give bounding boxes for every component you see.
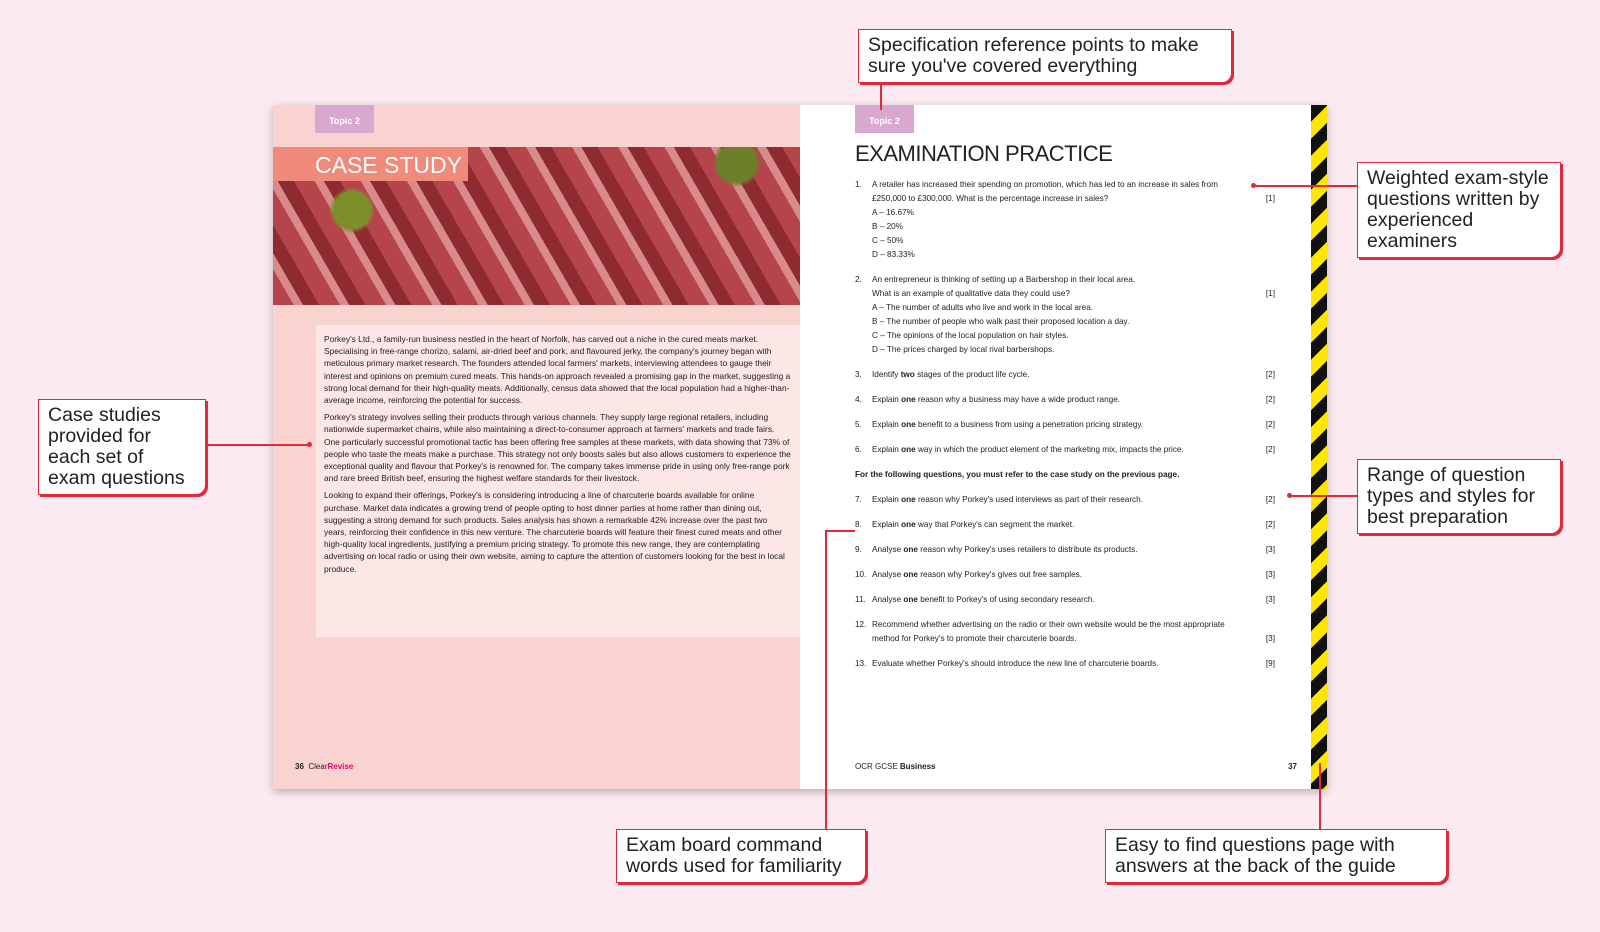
right-page bbox=[800, 105, 1327, 789]
q-command: one bbox=[903, 545, 918, 554]
option: C – The opinions of the local population on hair styles. bbox=[872, 331, 1069, 340]
q-text: Recommend whether advertising on the radio or their own website would be the most appropriate method for Porkey's to promote their charcuterie boards. bbox=[872, 620, 1225, 643]
q-marks: [9] bbox=[1265, 659, 1275, 668]
option: D – 83.33% bbox=[872, 250, 915, 259]
q-text: way that Porkey's can segment the market. bbox=[915, 520, 1075, 529]
callout-command: Exam board command words used for familiarity bbox=[616, 829, 866, 883]
q-text: A retailer has increased their spending on promotion, which has led to an increase in sales from £250,000 to £300,000. What is the percentage increase in sales? bbox=[872, 180, 1218, 203]
question bbox=[855, 443, 1275, 457]
q-marks: [3] bbox=[1265, 634, 1275, 643]
page-number: 36 bbox=[295, 762, 304, 771]
case-study-heading: CASE STUDY bbox=[273, 147, 468, 181]
left-page bbox=[273, 105, 800, 789]
option: C – 50% bbox=[872, 236, 904, 245]
hazard-stripe bbox=[1311, 105, 1327, 789]
q-text: Explain bbox=[872, 520, 902, 529]
question bbox=[855, 493, 1275, 507]
q-text: Explain bbox=[872, 445, 902, 454]
callout-easy: Easy to find questions page with answers at the back of the guide bbox=[1105, 829, 1447, 883]
q-marks: [3] bbox=[1265, 570, 1275, 579]
q-command: one bbox=[903, 595, 918, 604]
q-text: reason why Porkey's uses retailers to distribute its products. bbox=[917, 545, 1138, 554]
footer-text: Business bbox=[899, 762, 936, 771]
page-footer bbox=[855, 762, 935, 771]
q-command: two bbox=[900, 370, 915, 379]
book-spread bbox=[273, 105, 1327, 789]
question bbox=[855, 178, 1275, 262]
brand: Clear bbox=[308, 762, 328, 771]
instruction: For the following questions, you must refer to the case study on the previous page. bbox=[855, 470, 1180, 479]
q-text: reason why Porkey's used interviews as part of their research. bbox=[915, 495, 1143, 504]
q-text: Analyse bbox=[872, 595, 904, 604]
q-command: one bbox=[901, 520, 916, 529]
q-command: one bbox=[901, 395, 916, 404]
q-text: stages of the product life cycle. bbox=[914, 370, 1030, 379]
q-command: one bbox=[901, 445, 916, 454]
paragraph: Looking to expand their offerings, Porkey's is considering introducing a line of charcuterie boards available for online purchase. Market data indicates a growing trend of people opting to host dinner parties at home rather than dining out, suggesting a strong demand for such products. Sales analysis has shown a remarkable 42% increase over the past two years, reinforcing their confidence in this new venture. The charcuterie boards will feature their finest cured meats and other high-quality local ingredients, justifying a premium pricing strategy. To promote this new range, they are contemplating advertising on local radio or using their own website, aiming to capture the attention of customers looking for the best in local produce. bbox=[324, 490, 785, 574]
q-marks: [3] bbox=[1265, 595, 1275, 604]
case-study-text bbox=[316, 325, 800, 637]
page-number: 37 bbox=[1288, 762, 1297, 771]
callout-weighted: Weighted exam-style questions written by experienced examiners bbox=[1357, 162, 1561, 258]
question bbox=[855, 393, 1275, 407]
q-marks: [2] bbox=[1265, 395, 1275, 404]
question bbox=[855, 543, 1275, 557]
option: B – The number of people who walk past their proposed location a day. bbox=[872, 317, 1130, 326]
q-num: 10. bbox=[855, 570, 867, 579]
q-num: 5. bbox=[855, 420, 862, 429]
question-list bbox=[855, 178, 1275, 682]
question bbox=[855, 593, 1275, 607]
topic-tab: Topic 2 bbox=[315, 105, 374, 133]
brand: Revise bbox=[327, 762, 354, 771]
option: D – The prices charged by local rival barbershops. bbox=[872, 345, 1055, 354]
q-num: 11. bbox=[855, 595, 866, 604]
question bbox=[855, 657, 1275, 671]
page-footer bbox=[295, 762, 353, 771]
q-marks: [1] bbox=[1265, 194, 1275, 203]
q-num: 1. bbox=[855, 180, 862, 189]
q-text: Analyse bbox=[872, 570, 904, 579]
question bbox=[855, 418, 1275, 432]
q-text: reason why Porkey's gives out free samples. bbox=[917, 570, 1082, 579]
paragraph: Porkey's strategy involves selling their products through various channels. They supply large regional retailers, including nationwide supermarket chains, while also maintaining a direct-to-consumer approach at farmers' markets and trade fairs. One particularly successful promotional tactic has been offering free samples at these markets, with data showing that 73% of people who taste the meats make a purchase. This strategy not only boosts sales but also allows customers to experience the exceptional quality and flavour that Porkey's is renowned for. The company takes immense pride in using only free-range pork and rare breed British beef, ensuring the highest welfare standards for their livestock. bbox=[324, 412, 791, 484]
option: B – 20% bbox=[872, 222, 903, 231]
q-marks: [3] bbox=[1265, 545, 1275, 554]
q-num: 3. bbox=[855, 370, 862, 379]
q-num: 12. bbox=[855, 620, 867, 629]
q-text: Evaluate whether Porkey's should introduce the new line of charcuterie boards. bbox=[872, 659, 1159, 668]
q-marks: [2] bbox=[1265, 420, 1275, 429]
q-text: way in which the product element of the marketing mix, impacts the price. bbox=[915, 445, 1184, 454]
q-marks: [2] bbox=[1265, 445, 1275, 454]
q-command: one bbox=[903, 570, 918, 579]
option: A – 16.67% bbox=[872, 208, 914, 217]
callout-range: Range of question types and styles for best preparation bbox=[1357, 459, 1561, 534]
q-text: Explain bbox=[872, 420, 902, 429]
question bbox=[855, 518, 1275, 532]
q-command: one bbox=[901, 495, 916, 504]
q-num: 6. bbox=[855, 445, 862, 454]
callout-case: Case studies provided for each set of exam questions bbox=[38, 399, 206, 495]
q-num: 4. bbox=[855, 395, 862, 404]
option: A – The number of adults who live and work in the local area. bbox=[872, 303, 1094, 312]
q-marks: [2] bbox=[1265, 520, 1275, 529]
q-text: An entrepreneur is thinking of setting up a Barbershop in their local area. bbox=[872, 275, 1136, 284]
page-title: EXAMINATION PRACTICE bbox=[855, 141, 1113, 166]
q-command: one bbox=[901, 420, 916, 429]
callout-spec: Specification reference points to make sure you've covered everything bbox=[858, 29, 1232, 83]
topic-tab: Topic 2 bbox=[855, 105, 914, 133]
footer-text: OCR GCSE bbox=[855, 762, 900, 771]
q-text: benefit to a business from using a penetration pricing strategy. bbox=[915, 420, 1144, 429]
q-num: 9. bbox=[855, 545, 862, 554]
q-text: reason why a business may have a wide product range. bbox=[915, 395, 1121, 404]
q-text: Explain bbox=[872, 495, 902, 504]
question bbox=[855, 368, 1275, 382]
q-marks: [2] bbox=[1265, 495, 1275, 504]
q-num: 13. bbox=[855, 659, 867, 668]
q-text: benefit to Porkey's of using secondary research. bbox=[917, 595, 1095, 604]
question bbox=[855, 618, 1275, 646]
question bbox=[855, 568, 1275, 582]
q-text: Explain bbox=[872, 395, 902, 404]
q-marks: [1] bbox=[1265, 289, 1275, 298]
q-num: 2. bbox=[855, 275, 862, 284]
q-num: 8. bbox=[855, 520, 862, 529]
q-marks: [2] bbox=[1265, 370, 1275, 379]
question bbox=[855, 273, 1275, 357]
q-text: What is an example of qualitative data they could use? bbox=[872, 289, 1070, 298]
q-text: Analyse bbox=[872, 545, 904, 554]
paragraph: Porkey's Ltd., a family-run business nestled in the heart of Norfolk, has carved out a niche in the cured meats market. Specialising in free-range chorizo, salami, air-dried beef and pork, and flavoured jerky, the company's journey began with meticulous primary market research. The founders attended local farmers' markets, interviewing attendees to gauge their interest and opinions on premium cured meats. This hands-on approach revealed a promising gap in the market, suggesting a strong local demand for their high-quality meats. Additionally, census data showed that the local population had a higher-than-average income, reinforcing the potential for success. bbox=[324, 334, 791, 406]
q-text: Identify bbox=[872, 370, 901, 379]
q-num: 7. bbox=[855, 495, 862, 504]
